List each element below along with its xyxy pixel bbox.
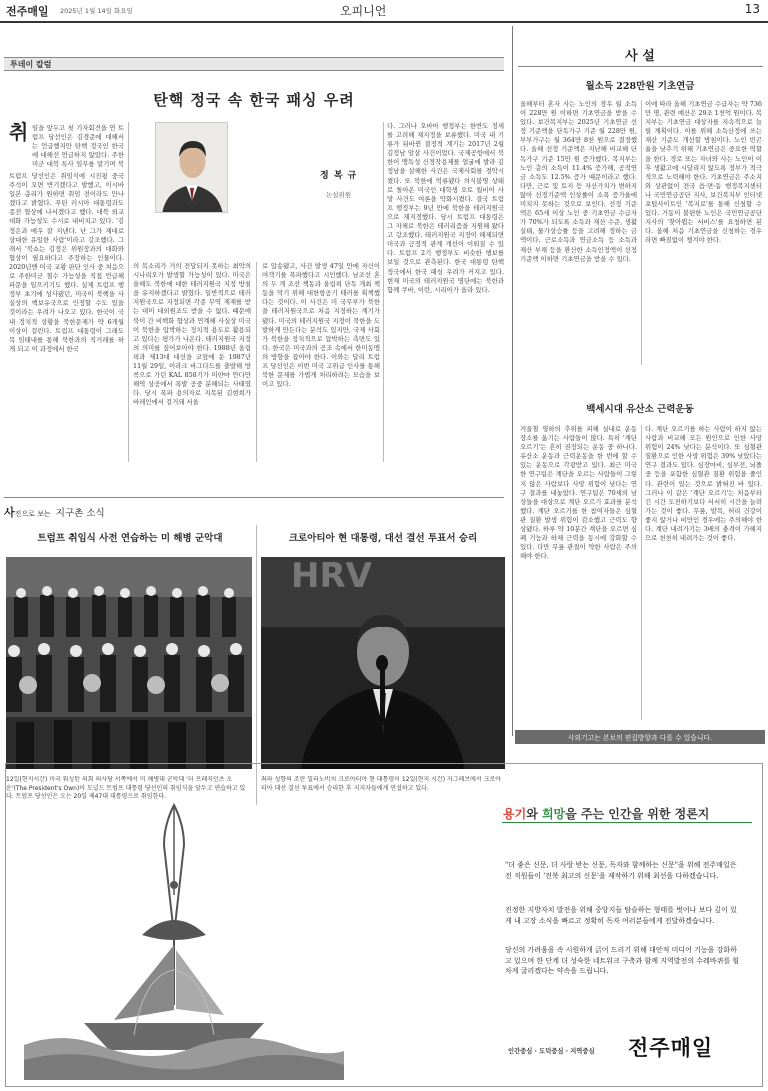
ad-paragraph-2: 진정한 지방자치 발전을 위해 중앙지들 탐슬하는 형태를 벗어나 보다 깊이 있게 내 고장 소식을 빠르고 정확히 독자 여러분들에게 전달하겠습니다. [505, 906, 737, 925]
column-divider [256, 262, 257, 462]
section-title: 오피니언 [340, 4, 387, 18]
photo-section-label [4, 501, 105, 520]
column-headline: 탄핵 정국 속 한국 패싱 우려 [153, 91, 355, 109]
photo1-caption: 12일(현지시간) 미국 워싱턴 의회 의사당 서쪽에서 미 해병대 군악대 '더 프레지던츠 오운'(The President's Own)이 도널드 트럼프 대통령 당선인의 취임식을 앞두고 연습하고 있다. 트럼프 당선인은 오는 20일 제47대 대통령으로 취임한다. [6, 776, 246, 801]
column-col4: 다. 그러나 오바마 행정부는 한반도 정세를 고려해 재지정을 보류했다. 미국 내 기류가 뒤바뀐 결정적 계기는 2017년 2월 김정남 암살 사건이었다. 국제공항에서 북한이 맹독성 신경작용제를 얼굴에 발라 김정남을 살해한 사건은 국제사회를 경악시켰다. 또 북한에 억류됐다 의식불명 상태로 돌아온 미국인 대학생 오토 웜비어 사망 사건도 여론을 악화시켰다. 결국 트럼프 행정부는 9년 만에 북한을 테러지원국으로 재지정했다. 당시 트럼프 대통령은 그 자체로 북한은 테러리즘을 지원해 왔다고 강조했다. 테러지원국 지정이 해제되면 미국과 긍정적 관계 개선이 이뤄질 수 있다. 트럼프 2기 행정부도 비슷한 행보를 보일 것으로 관측된다. 한국 대통령 탄핵 정국에서 한국 패싱 우려가 커지고 있다. 현재 미국의 테러지원국 명단에는 북한과 함께 쿠바, 이란, 시리아가 올라 있다. [387, 122, 504, 294]
editorial-2-col2: 다. 계단 오르기를 하는 사람이 하지 않는 사람과 비교해 모든 원인으로 인한 사망 위험이 24% 낮다는 분석이다. 또 심혈관 질환으로 인한 사망 위험은 39% 낮았다는 연구 결과도 있다. 심장마비, 심부전, 뇌졸중 등을 포함한 심혈관 질환 위험을 줄인다. 관련이 있는 것으로 밝혀진 바 있다. 그러나 이 같은 '계단 오르기'는 처음부터 긴 시간 도전하기보다 서서히 시간을 늘려가는 것이 좋다. 무릎, 발목, 허리 건강이 좋지 않거나 비만인 경우에는 주의해야 한다. 계단 내려가기는 3배의 충격이 가해지므로 천천히 내려가는 것이 좋다. [645, 425, 762, 543]
author-name: 정 복 규 [320, 171, 358, 181]
column-col2: 의 목소리가 거의 전달되지 못하는 최악의 시나리오가 발생할 가능성이 있다. 미국은 올해도 북한에 대한 테러지원국 지정 방침을 유지하겠다고 밝혔다. 일반적으로 테러지원국으로 지정되면 각종 무역 제재를 받는 대미 대외원조도 받을 수 없다. 때문에 북이 간 비핵화 협상과 연계해 사실상 미국이 북한을 압박하는 정치적 용도로 활용되고 있다는 평가가 나온다. 테러지원국 지정의 의미를 짚어보아야 한다. 1988년 올림픽과 제13대 대선을 코앞에 둔 1987년 11월 29일, 이라크 바그다드를 출발해 방콕으로 가던 KAL 858기가 미얀마 안다만 해역 상공에서 폭발 공중 분해되는 사태였다. 당시 폭파 용의자로 지목된 김현희가 바레인에서 검거돼 서울 [133, 262, 251, 407]
column-tag [4, 57, 504, 71]
page-number: 13 [744, 2, 760, 16]
photo-section-label-small: 진으로 보는 [14, 510, 51, 518]
ad-illustration [24, 785, 344, 1080]
ad-box-top-rule [5, 763, 763, 764]
editorial-2-col1: 겨울철 영하의 추위를 피해 실내로 운동 장소를 옮기는 사람들이 많다. 특히 '계단 오르기'는 흔히 권장되는 운동 중 하나다. 유산소 운동과 근력운동을 한 번에 할 수 있는 운동으로 각광받고 있다. 최근 미국 한 연구팀은 계단을 오르는 사람들이 그렇지 않은 사람보다 사망 위험이 낮다는 연구 결과를 내놓았다. 연구팀은 70세의 남성들을 대상으로 계단 오르기 효과를 분석했다. 계단 오르기를 한 참여자들은 심혈관 질환 발생 위험이 감소했고 근력도 향상됐다. 하루 약 10분간 계단을 오르면 심폐 기능과 하체 근력을 동시에 강화할 수 있다. 다만 무릎 관절이 약한 사람은 주의해야 한다. [520, 425, 637, 561]
fountain-pen-ship-illustration-icon [24, 785, 344, 1080]
photo1-image [6, 557, 252, 769]
editorial-divider [641, 425, 642, 720]
editorial-divider [641, 100, 642, 365]
ad-footer-small: 인간중심 · 도덕중심 · 지역중심 [508, 1048, 595, 1055]
marine-band-photo-icon [6, 557, 252, 769]
drop-cap: 취 [9, 120, 29, 144]
page-header [0, 0, 768, 22]
slogan-highlight-hope: 희망 [541, 807, 566, 821]
slogan-highlight-courage: 용기 [503, 807, 527, 821]
editorial-1-col1: 올해부터 혼자 사는 노인의 경우 월 소득이 228만 원 이하면 기초연금을 받을 수 있다. 보건복지부는 2025년 기초연금 선정 기준액을 단독가구 기준 월 228만 원, 부부가구는 월 364만 8천 원으로 결정했다. 올해 선정 기준액은 지난해 비교해 단독가구 기준 15만 원 증가했다. 복지부는 노인 층의 소득이 11.4% 증가해, 공적연금 소득도 12.5% 증가 때문이라고 했다. 다만, 근로 및 토지 등 자산가치가 변하지 않아 선정기준액 인상률이 소폭 증가율에 미치지 못하는 것으로 보인다. 선정 기준액은 65세 이상 노인 중 기초연금 수급자가 70%가 되도록 소득과 재산 수준, 생활 실태, 물가상승률 등을 고려해 정하는 금액이다. 근로소득과 연금소득 등 소득과 재산 부채 등을 환산한 소득인정액이 선정 기준액 이하면 기초연금을 받을 수 있다. [520, 100, 637, 263]
croatia-president-photo-icon [261, 557, 505, 769]
masthead-logo: 전주매일 [6, 5, 49, 18]
column-divider [383, 122, 384, 462]
author-photo [155, 122, 228, 213]
editorial-1-col2: 이에 따라 올해 기초연금 수급자는 약 736만 명, 관련 예산은 29조 1천억 원이다. 복지부는 기초연금 대상자를 지속적으로 늘릴 계획이다. 이를 위해 소득산정에 쓰는 재산 기준도 개선할 방침이다. 노인 빈곤율을 낮추기 위해 기초연금은 중요한 역할을 한다. 경로 또는 자녀와 사는 노인이 이후 생활고에 시달리지 않도록 정부가 적극적으로 노력해야 한다. 기초연금은 주소지와 상관없이 전국 읍·면·동 행정복지센터나 국민연금공단 지사, 보건복지부 인터넷 포털사이트인 '복지로'를 통해 신청할 수 있다. 거동이 불편한 노인은 국민연금공단지사의 '찾아뵙는 서비스'를 요청하면 된다. 올해 처음 기초연금을 신청하는 경우라면 빠짐없이 챙겨야 한다. [645, 100, 762, 245]
editorial-tag: 사 설 [625, 49, 655, 64]
editorial-title-2: 백세시대 유산소 근력운동 [586, 404, 694, 415]
editorial-title-1: 월소득 228만원 기초연금 [585, 81, 695, 92]
author-title: 논설위원 [326, 191, 352, 199]
slogan-rest: 을 주는 인간을 위한 정론지 [565, 807, 710, 821]
photo2-caption: 좌파 성향의 조란 밀라노비치 크로아티아 현 대통령이 12일(현지 시간) 자그레브에서 크로아티아 대선 결선 투표에서 승리한 후 지지자들에게 연설하고 있다. [261, 776, 502, 792]
issue-date: 2025년 1월 14일 화요일 [60, 7, 133, 15]
photo-section-label-bold: 사 [4, 506, 15, 519]
editorial-left-border [512, 26, 513, 736]
column-divider [128, 122, 129, 462]
photo-section-rule [4, 497, 504, 498]
ad-paragraph-1: "더 좋은 신문, 더 사랑 받는 신문, 독자와 함께하는 신문"을 위해 전주매일은 전 직원들이 '전북 최고의 신문'을 제작하기 위해 최선을 다하겠습니다. [505, 861, 737, 880]
photo-section-label-rest: 지구촌 소식 [55, 508, 105, 519]
header-rule [0, 21, 768, 23]
slogan-connector: 와 [526, 807, 542, 821]
column-col3: 로 압송됐고, 사건 발생 47일 만에 자신이 여객기를 폭파했다고 시인했다. 남조선 혼의 두 개 조선 책동과 올림픽 단독 개최 책동을 막기 위해 대한항공기 테러를 획책했다는 것이다. 이 사건은 미 국무부가 북한을 테러지원국으로 처음 지정하는 계기가 됐다. 미국의 테러지원국 지정이 북한을 도발하게 만든다는 분석도 있지만, 국제 사회가 북한을 정치적으로 압박하는 측면도 있다. 한국은 미국과의 공조 속에서 한미동맹의 방향을 잡아야 한다. 이와는 달리 트럼프 당선인은 이번 미국 고위급 인사를 통해 북한 문제를 가볍게 처리하려는 모습을 보이고 있다. [262, 262, 380, 389]
editorial-disclaimer: 사외기고는 본보의 편집방향과 다를 수 있습니다. [567, 734, 713, 742]
column-tag-label: 투데이 칼럼 [10, 60, 52, 69]
svg-text:HRV: HRV [291, 557, 372, 596]
ad-footer-logo: 전주매일 [628, 1036, 714, 1060]
column-col1: 트럼프 당선인은 취임식에 시진핑 중국 주석이 오면 반기겠다고 발했고, 이시바 일본 총리가 원하면 취임 전이라도 만나겠다고 밝혔다. 푸틴 러시아 대통령과도 종전 협상에 나서겠다고 했다. 대북 외교 대화 가능성도 수시로 내비치고 있다. '김정은과 매우 잘 지낸다. 난 그가 재대로 상대한 유일한 사람'이라고 강조했다. 그래서 '북쇼는 김정은 위원장과의 대화와 협상이 필요하다고 주장하는 인물이다. 2020년엔 미국 교황 판단 인사 중 처음으로 주한미군 철수 가능성을 직접 언급해 파문을 일으키기도 했다. 실제 트럼프 행정부 초기에 성사됐던, 미국이 북핵을 사실상의 핵보유국으로 인정할 수도 있을 것이라는 우려가 나오고 있다. 한국이 국내 정치적 상황을 북한문제가 약 6개월 이상이 걸린다. 트럼프 대통령이 그래도 목 임태내를 통해 북한과의 직거래를 하게 되고 이 과정에서 한국 [9, 172, 124, 353]
photo2-image [261, 557, 505, 769]
editorial-disclaimer-bar [515, 730, 765, 744]
column-lead-text: 임을 앞두고 첫 기자회견을 연 트럼프 당선인은 김경준에 대해서는 언급했지만 탄핵 정국인 한국에 대해선 언급하지 않았다. 주한미군 대북 특사 임무를 맡기며 북 [32, 124, 124, 169]
slogan-rule [502, 822, 752, 823]
ad-paragraph-3: 당신의 가려움을 속 시원하게 긁어 드리기 위해 대안적 미디어 기능을 강화하고 있으며 한 단계 더 성숙한 네트워크 구축과 함께 지역발전의 수레바퀴를 힘차게 굴리겠다는 약속을 드립니다. [505, 946, 740, 975]
ad-slogan [503, 805, 709, 822]
photo1-title: 트럼프 취임식 사전 연습하는 미 해병 군악대 [37, 533, 223, 544]
author-portrait-icon [156, 123, 228, 213]
editorial-tag-rule [518, 66, 763, 67]
photo2-title: 크로아티아 현 대통령, 대선 결선 투표서 승리 [288, 533, 478, 544]
